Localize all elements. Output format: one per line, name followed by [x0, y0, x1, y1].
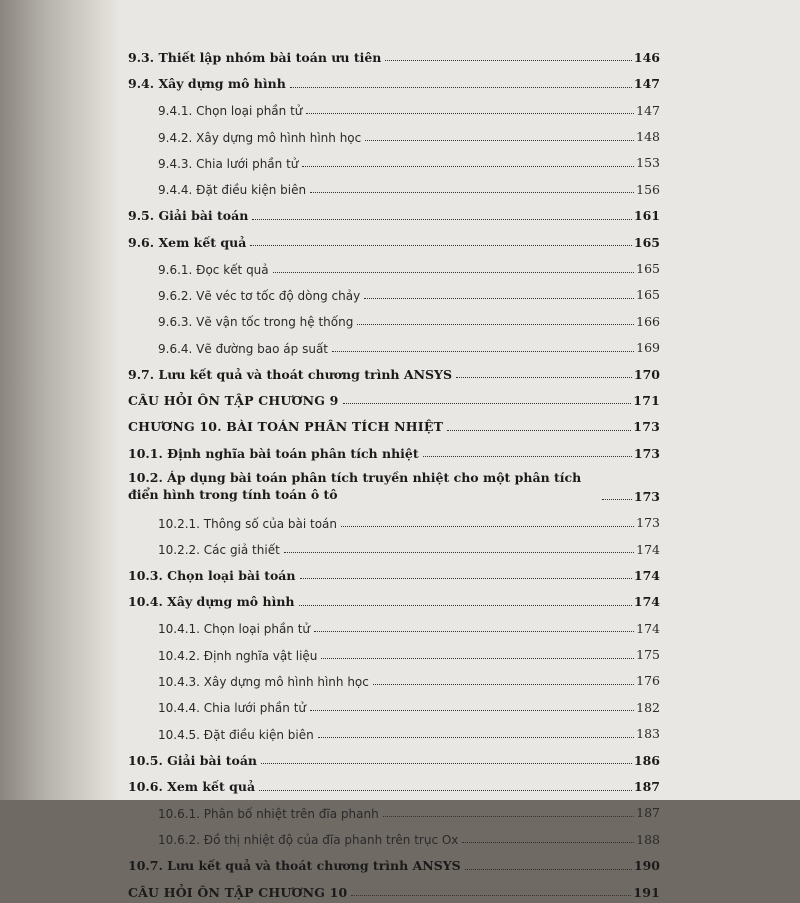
toc-entry-title: 10.4.5. Đặt điều kiện biên — [158, 727, 314, 742]
toc-entry — [128, 200, 660, 226]
toc-entry-title: 10.6.2. Đồ thị nhiệt độ của đĩa phanh trên trục Ox — [158, 833, 459, 848]
dot-leader — [299, 605, 632, 606]
dot-leader — [602, 499, 632, 500]
toc-entry — [128, 227, 660, 253]
toc-entry-title: 10.4.3. Xây dựng mô hình hình học — [158, 674, 369, 689]
toc-entry-title: 9.4.2. Xây dựng mô hình hình học — [158, 130, 362, 145]
toc-entry-page-number: 147 — [633, 76, 660, 92]
toc-entry-page-number: 147 — [636, 102, 660, 118]
toc-entry-title: 10.4.1. Chọn loại phần tử — [158, 622, 311, 637]
toc-entry-title: 10.2.2. Các giả thiết — [158, 543, 280, 558]
toc-entry-title: CÂU HỎI ÔN TẬP CHƯƠNG 10 — [128, 884, 348, 900]
dot-leader — [332, 351, 634, 352]
toc-entry — [128, 68, 660, 94]
dot-leader — [314, 631, 634, 632]
toc-entry-title: 10.4. Xây dựng mô hình — [128, 594, 295, 610]
toc-entry — [128, 507, 660, 533]
dot-leader — [284, 552, 634, 553]
toc-entry-title: 10.1. Định nghĩa bài toán phân tích nhiệt — [128, 445, 419, 461]
toc-entry-title: 9.6.2. Vẽ véc tơ tốc độ dòng chảy — [158, 288, 361, 303]
toc-entry-page-number: 171 — [633, 392, 660, 408]
dot-leader — [250, 245, 632, 246]
toc-entry-page-number: 173 — [636, 515, 660, 531]
toc-entry-title: 10.3. Chọn loại bài toán — [128, 567, 296, 583]
toc-entry — [128, 359, 660, 385]
toc-entry — [128, 586, 660, 612]
toc-entry-page-number: 166 — [636, 313, 660, 329]
toc-entry-title: 9.4.4. Đặt điều kiện biên — [158, 183, 307, 198]
toc-entry — [128, 306, 660, 332]
dot-leader — [343, 403, 632, 404]
toc-entry-page-number: 188 — [636, 831, 660, 847]
dot-leader — [383, 816, 634, 817]
toc-entry-title: 10.4.4. Chia lưới phần tử — [158, 701, 307, 716]
toc-entry — [128, 253, 660, 279]
toc-entry-page-number: 169 — [636, 340, 660, 356]
toc-entry-title: 9.3. Thiết lập nhóm bài toán ưu tiên — [128, 49, 382, 65]
toc-entry-title: 9.6.1. Đọc kết quả — [158, 262, 269, 277]
toc-entry-page-number: 146 — [633, 49, 660, 65]
toc-entry-page-number: 174 — [636, 620, 660, 636]
toc-entry-page-number: 191 — [633, 884, 660, 900]
toc-entry — [128, 560, 660, 586]
dot-leader — [357, 324, 634, 325]
dot-leader — [465, 869, 632, 870]
dot-leader — [365, 140, 634, 141]
dot-leader — [300, 578, 632, 579]
toc-entry-page-number: 156 — [636, 181, 660, 197]
toc-entry — [128, 438, 660, 464]
toc-entry — [128, 411, 660, 437]
toc-entry-title: CÂU HỎI ÔN TẬP CHƯƠNG 9 — [128, 392, 339, 408]
toc-entry-title: 10.5. Giải bài toán — [128, 752, 258, 768]
toc-entry — [128, 174, 660, 200]
toc-entry-title: 9.6.3. Vẽ vận tốc trong hệ thống — [158, 315, 354, 330]
toc-entry — [128, 771, 660, 797]
dot-leader — [385, 60, 632, 61]
toc-entry-page-number: 173 — [633, 445, 660, 461]
toc-entry-title: 10.6.1. Phân bố nhiệt trên đĩa phanh — [158, 806, 379, 821]
toc-entry-page-number: 182 — [636, 699, 660, 715]
dot-leader — [318, 737, 634, 738]
dot-leader — [259, 790, 632, 791]
toc-entry-page-number: 187 — [633, 779, 660, 795]
toc-entry-title: 9.6. Xem kết quả — [128, 234, 247, 250]
toc-entry-page-number: 148 — [636, 129, 660, 145]
toc-entry-title: 10.6. Xem kết quả — [128, 779, 256, 795]
toc-entry-title: 10.4.2. Định nghĩa vật liệu — [158, 648, 318, 663]
toc-entry — [128, 121, 660, 147]
toc-entry — [128, 745, 660, 771]
toc-entry — [128, 148, 660, 174]
binding-shadow — [0, 0, 120, 800]
toc-entry-page-number: 175 — [636, 647, 660, 663]
toc-entry-title: 10.2.1. Thông số của bài toán — [158, 516, 338, 531]
toc-entry — [128, 42, 660, 68]
toc-entry-page-number: 174 — [633, 594, 660, 610]
dot-leader — [310, 710, 634, 711]
toc-entry-page-number: 161 — [633, 208, 660, 224]
dot-leader — [341, 526, 634, 527]
dot-leader — [423, 456, 632, 457]
dot-leader — [252, 219, 632, 220]
toc-entry-title: 10.7. Lưu kết quả và thoát chương trình ANSYS — [128, 858, 461, 874]
dot-leader — [273, 272, 634, 273]
toc-entry — [128, 824, 660, 850]
toc-entry-title: 9.4. Xây dựng mô hình — [128, 76, 286, 92]
toc-entry-page-number: 176 — [636, 673, 660, 689]
toc-entry-title: 9.7. Lưu kết quả và thoát chương trình ANSYS — [128, 366, 452, 382]
dot-leader — [462, 842, 634, 843]
dot-leader — [290, 87, 632, 88]
toc-entry — [128, 639, 660, 665]
toc-entry-page-number: 165 — [636, 287, 660, 303]
toc-entry-page-number: 170 — [633, 366, 660, 382]
toc-entry-page-number: 186 — [633, 752, 660, 768]
toc-entry-title: 10.2. Áp dụng bài toán phân tích truyền nhiệt cho một phân tích điển hình trong tính toán ô tô — [128, 470, 582, 503]
dot-leader — [310, 192, 634, 193]
toc-entry — [128, 280, 660, 306]
toc-entry — [128, 666, 660, 692]
dot-leader — [456, 377, 632, 378]
toc-entry — [128, 877, 660, 903]
toc-entry-page-number: 165 — [636, 261, 660, 277]
toc-entry — [128, 613, 660, 639]
toc-entry-page-number: 187 — [636, 805, 660, 821]
table-of-contents — [128, 42, 660, 903]
toc-entry-title: 9.6.4. Vẽ đường bao áp suất — [158, 341, 328, 356]
toc-entry — [128, 95, 660, 121]
toc-entry-page-number: 174 — [633, 567, 660, 583]
toc-entry — [128, 692, 660, 718]
toc-entry — [128, 850, 660, 876]
toc-entry-title: CHƯƠNG 10. BÀI TOÁN PHÂN TÍCH NHIỆT — [128, 419, 444, 435]
toc-entry-title: 9.4.3. Chia lưới phần tử — [158, 156, 299, 171]
toc-entry-title: 9.5. Giải bài toán — [128, 208, 249, 224]
dot-leader — [364, 298, 634, 299]
toc-entry — [128, 798, 660, 824]
toc-entry — [128, 385, 660, 411]
dot-leader — [447, 430, 631, 431]
toc-entry — [128, 332, 660, 358]
toc-entry — [128, 718, 660, 744]
dot-leader — [351, 895, 631, 896]
dot-leader — [302, 166, 634, 167]
toc-entry-title: 9.4.1. Chọn loại phần tử — [158, 104, 303, 119]
toc-entry-page-number: 165 — [633, 234, 660, 250]
dot-leader — [321, 658, 634, 659]
toc-entry-page-number: 183 — [636, 726, 660, 742]
dot-leader — [306, 113, 634, 114]
toc-entry-page-number: 173 — [633, 488, 660, 504]
toc-entry-page-number: 190 — [633, 858, 660, 874]
toc-entry-page-number: 153 — [636, 155, 660, 171]
toc-entry-page-number: 173 — [633, 419, 660, 435]
toc-entry-page-number: 174 — [636, 541, 660, 557]
dot-leader — [373, 684, 634, 685]
dot-leader — [261, 763, 632, 764]
toc-entry — [128, 464, 660, 507]
toc-entry — [128, 534, 660, 560]
